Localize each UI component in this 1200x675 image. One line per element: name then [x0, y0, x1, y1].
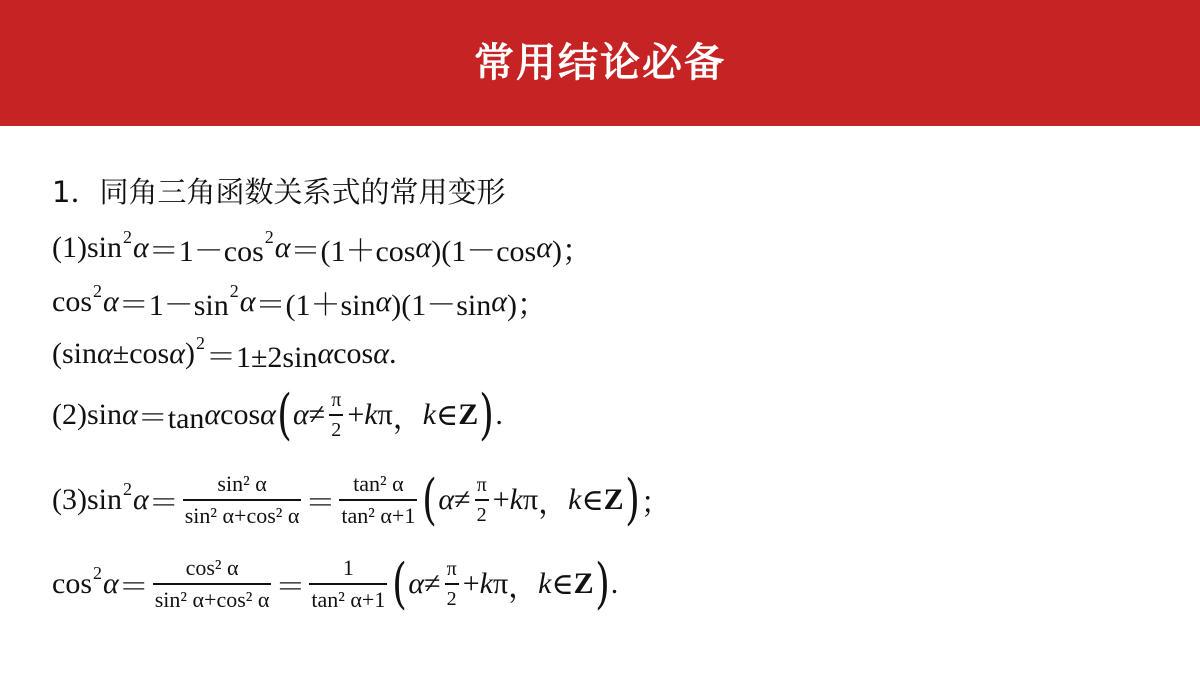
- text-segment: ): [184, 337, 195, 370]
- alpha-variable: α: [292, 398, 309, 431]
- comma: ，: [538, 487, 569, 521]
- fraction-bar: [153, 583, 272, 585]
- text-segment: cos: [52, 567, 92, 601]
- identity-line-4: [52, 383, 503, 446]
- left-paren: (: [422, 468, 438, 532]
- text-segment: ＝(1＋cos: [290, 235, 416, 268]
- right-paren: ): [624, 468, 640, 532]
- equals-symbol: ＝: [118, 571, 149, 605]
- text-segment: (3)sin: [52, 483, 122, 517]
- element-of-symbol: ∈: [436, 398, 459, 432]
- comma: ，: [508, 571, 539, 605]
- fraction-bar: [339, 499, 417, 501]
- fraction-bar: [183, 499, 302, 501]
- exponent: 2: [229, 280, 239, 301]
- integer-set: Z: [573, 567, 594, 601]
- neq-symbol: ≠: [308, 398, 326, 431]
- identity-line-5: [52, 468, 671, 532]
- alpha-variable: α: [133, 231, 149, 264]
- text-segment: ±cos: [112, 337, 170, 370]
- alpha-variable: α: [260, 398, 276, 431]
- text-segment: .: [610, 567, 619, 601]
- fraction-bar: [445, 583, 459, 585]
- fraction-numerator: π: [331, 389, 342, 411]
- alpha-variable: α: [103, 285, 119, 318]
- fraction-bar: [475, 499, 489, 501]
- alpha-variable: α: [317, 337, 334, 370]
- fraction-numerator: cos² α: [185, 555, 239, 580]
- alpha-variable: α: [239, 285, 256, 318]
- alpha-variable: α: [97, 337, 113, 370]
- alpha-variable: α: [373, 337, 389, 370]
- right-paren: ): [594, 552, 610, 616]
- integer-set: Z: [603, 483, 624, 517]
- text-segment: .: [495, 398, 503, 431]
- element-of-symbol: ∈: [551, 567, 574, 601]
- k-variable: k: [538, 567, 552, 601]
- left-paren: (: [277, 383, 292, 446]
- fraction-bar: [309, 583, 387, 585]
- identity-line-1: [52, 226, 592, 270]
- identity-line-3: [52, 332, 396, 376]
- fraction-numerator: tan² α: [353, 471, 404, 496]
- fraction-denominator: 2: [331, 419, 342, 441]
- fraction-bar: [329, 414, 343, 416]
- fraction-denominator: 2: [476, 504, 487, 527]
- fraction-sin-over-sum: [183, 472, 302, 528]
- text-segment: ＝1±2sin: [205, 341, 318, 374]
- text-segment: ＝1－cos: [148, 235, 264, 268]
- text-segment: cos: [220, 398, 261, 431]
- text-segment: ；: [640, 487, 671, 521]
- text-segment: ＝tan: [137, 402, 205, 435]
- text-segment: (sin: [52, 337, 97, 370]
- exponent: 2: [264, 226, 274, 247]
- alpha-variable: α: [204, 398, 221, 431]
- integer-set: Z: [458, 398, 479, 431]
- fraction-denominator: tan² α+1: [341, 503, 416, 529]
- alpha-variable: α: [274, 231, 291, 264]
- fraction-denominator: sin² α+cos² α: [184, 503, 300, 529]
- text-segment: )；: [507, 289, 548, 322]
- text-segment: (1)sin: [52, 231, 122, 264]
- k-variable: k: [364, 398, 378, 431]
- alpha-variable: α: [415, 231, 432, 264]
- fraction-one-over-tan: [309, 556, 387, 612]
- plus-symbol: +: [492, 483, 510, 517]
- text-segment: (2)sin: [52, 398, 122, 431]
- text-segment: cos: [333, 337, 374, 370]
- fraction-tan: [339, 472, 417, 528]
- text-segment: .: [388, 337, 397, 370]
- pi-symbol: π: [522, 483, 539, 517]
- comma: ，: [392, 402, 423, 435]
- k-variable: k: [479, 567, 493, 601]
- fraction-denominator: tan² α+1: [311, 587, 386, 613]
- fraction-denominator: sin² α+cos² α: [154, 587, 270, 613]
- equals-symbol: ＝: [305, 487, 336, 521]
- fraction-pi-over-2: [475, 474, 489, 526]
- alpha-variable: α: [375, 285, 392, 318]
- text-segment: cos: [52, 285, 92, 318]
- text-segment: ＝(1＋sin: [255, 289, 376, 322]
- fraction-pi-over-2: [329, 389, 343, 441]
- left-paren: (: [392, 552, 408, 616]
- text-segment: )；: [551, 235, 592, 268]
- identity-line-2: [52, 280, 547, 324]
- exponent: 2: [93, 562, 102, 583]
- exponent: 2: [123, 478, 132, 499]
- title-banner: [0, 0, 1200, 126]
- alpha-variable: α: [133, 483, 149, 517]
- fraction-numerator: π: [476, 474, 487, 497]
- identity-line-6: [52, 552, 619, 616]
- plus-symbol: +: [347, 398, 365, 431]
- text-segment: )(1－sin: [391, 289, 492, 322]
- right-paren: ): [479, 383, 495, 446]
- equals-symbol: ＝: [148, 487, 179, 521]
- pi-symbol: π: [492, 567, 509, 601]
- exponent: 2: [93, 280, 102, 301]
- alpha-variable: α: [491, 285, 508, 318]
- text-segment: )(1－cos: [431, 235, 537, 268]
- k-variable: k: [422, 398, 437, 431]
- exponent: 2: [195, 332, 205, 353]
- neq-symbol: ≠: [424, 567, 441, 601]
- page-title: 常用结论必备: [474, 40, 726, 86]
- fraction-numerator: 1: [342, 555, 354, 580]
- plus-symbol: +: [462, 567, 480, 601]
- fraction-cos-over-sum: [153, 556, 272, 612]
- fraction-numerator: sin² α: [217, 471, 267, 496]
- alpha-variable: α: [169, 337, 185, 370]
- alpha-variable: α: [408, 567, 425, 601]
- fraction-denominator: 2: [446, 588, 457, 611]
- alpha-variable: α: [438, 483, 455, 517]
- k-variable: k: [568, 483, 582, 517]
- text-segment: ＝1－sin: [118, 289, 229, 322]
- section-heading: 1．同角三角函数关系式的常用变形: [52, 175, 506, 209]
- alpha-variable: α: [103, 567, 119, 601]
- alpha-variable: α: [536, 231, 552, 264]
- k-variable: k: [509, 483, 523, 517]
- element-of-symbol: ∈: [581, 483, 604, 517]
- equals-symbol: ＝: [275, 571, 306, 605]
- pi-symbol: π: [377, 398, 393, 431]
- neq-symbol: ≠: [454, 483, 471, 517]
- fraction-numerator: π: [446, 558, 457, 581]
- alpha-variable: α: [122, 398, 138, 431]
- exponent: 2: [123, 226, 132, 247]
- fraction-pi-over-2: [445, 558, 459, 610]
